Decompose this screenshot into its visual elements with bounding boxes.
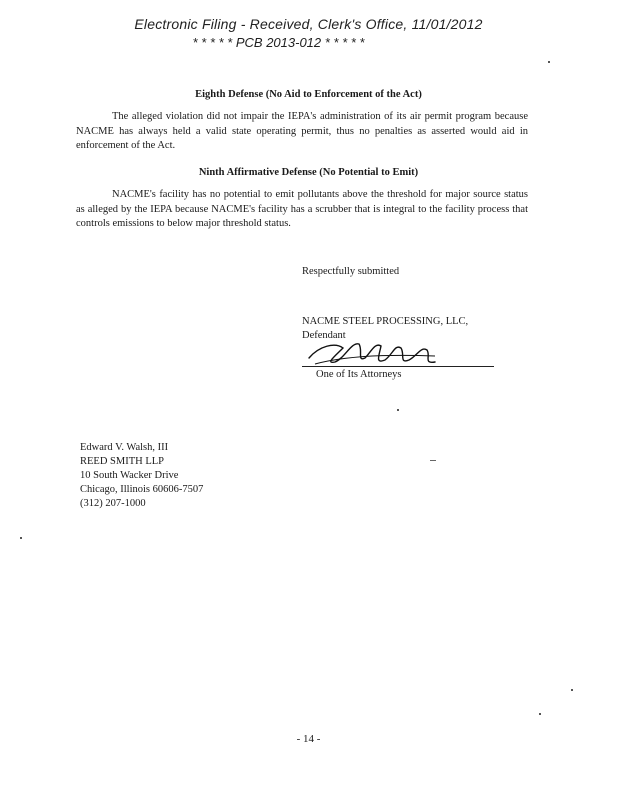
attorney-firm: REED SMITH LLP xyxy=(80,456,164,467)
page-number: - 14 - xyxy=(296,733,321,745)
section-body-eighth-defense: The alleged violation did not impair the IEPA's administration of its air permit program because NACME has always held a valid state operating permit, thus no penalties as asserted would aid in enforcement of the Act. xyxy=(76,111,528,151)
section-heading-eighth-defense: Eighth Defense (No Aid to Enforcement of the Act) xyxy=(195,89,422,100)
signature-line xyxy=(302,366,494,367)
attorney-phone: (312) 207-1000 xyxy=(80,498,146,509)
scan-artifact xyxy=(548,61,550,63)
party-role: Defendant xyxy=(302,330,346,341)
scan-artifact xyxy=(20,537,22,539)
party-name: NACME STEEL PROCESSING, LLC, xyxy=(302,316,469,327)
attorney-city: Chicago, Illinois 60606-7507 xyxy=(80,484,204,495)
scan-artifact xyxy=(397,409,399,411)
section-body-ninth-defense: NACME's facility has no potential to emit pollutants above the threshold for major source status as alleged by the IEPA because NACME's facility has a scrubber that is integral to the facility process that controls emissions to below major threshold status. xyxy=(76,189,528,229)
scan-artifact xyxy=(539,713,541,715)
filing-case-number: * * * * * PCB 2013-012 * * * * * xyxy=(192,35,365,50)
signer-title: One of Its Attorneys xyxy=(316,369,402,380)
section-heading-ninth-defense: Ninth Affirmative Defense (No Potential to Emit) xyxy=(198,167,419,178)
attorney-name: Edward V. Walsh, III xyxy=(80,442,169,453)
closing-text: Respectfully submitted xyxy=(302,266,400,277)
scan-artifact xyxy=(571,689,573,691)
handwritten-signature xyxy=(305,336,445,370)
scan-artifact xyxy=(430,460,436,461)
filing-stamp-line: Electronic Filing - Received, Clerk's Office, 11/01/2012 xyxy=(134,16,483,32)
attorney-street: 10 South Wacker Drive xyxy=(80,470,179,481)
